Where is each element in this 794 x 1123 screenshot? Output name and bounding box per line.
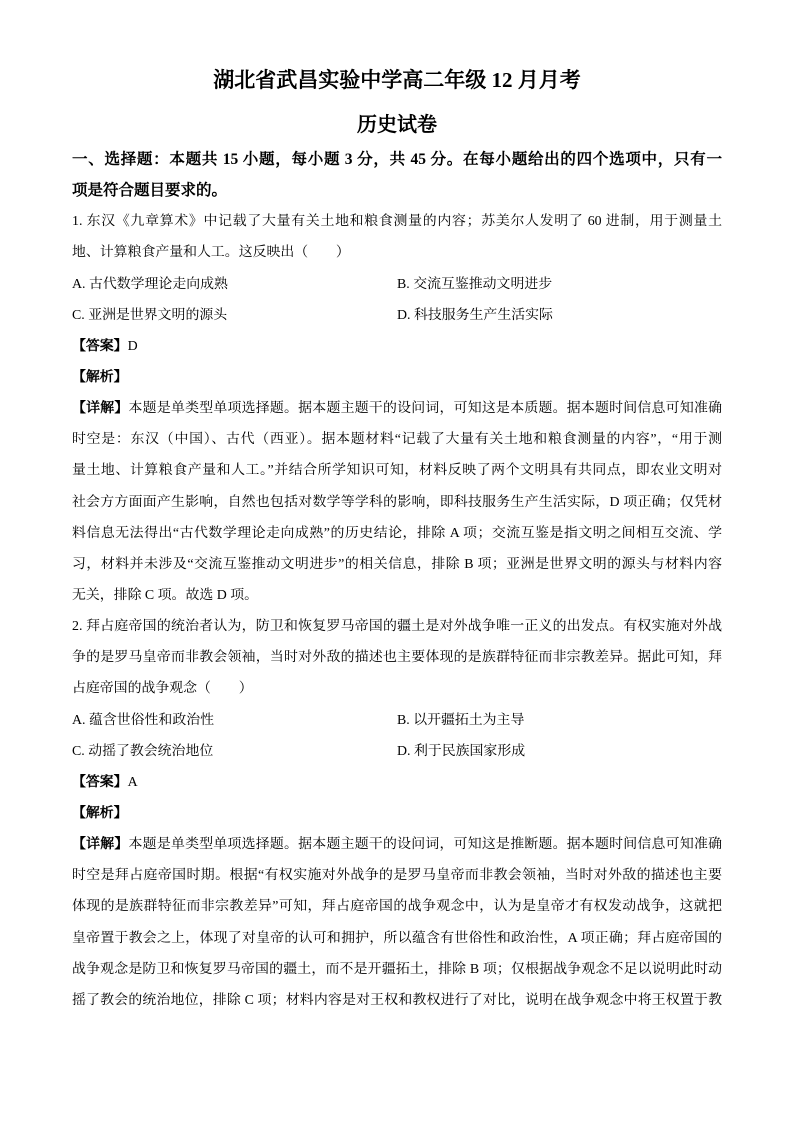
- answer-value: A: [127, 774, 138, 790]
- answer-line: [72, 331, 722, 362]
- analysis-line: 量土地、计算粮食产量和人工。”并结合所学知识可知，材料反映了两个文明具有共同点，即农业文明对: [72, 463, 722, 479]
- option-a: A. 古代数学理论走向成熟: [72, 276, 228, 292]
- analysis-line: 无关，排除 C 项。故选 D 项。: [72, 587, 258, 603]
- question-stem-line: 地、计算粮食产量和人工。这反映出（ ）: [72, 245, 350, 261]
- option-c: C. 亚洲是世界文明的源头: [72, 307, 228, 323]
- analysis-text: 本题是单类型单项选择题。据本题主题干的设问词，可知这是本质题。据本题时间信息可知准确: [128, 401, 722, 417]
- question-2: [72, 611, 722, 1016]
- answer-label: 【答案】: [72, 338, 128, 354]
- analysis-label: 【解析】: [72, 805, 128, 821]
- analysis-line: [72, 829, 722, 860]
- option-d: D. 利于民族国家形成: [397, 743, 526, 759]
- exam-title: 湖北省武昌实验中学高二年级 12 月月考: [213, 68, 581, 92]
- analysis-line: [72, 393, 722, 424]
- section-heading: [72, 144, 722, 206]
- analysis-line: 体现的是族群特征而非宗教差异”可知，拜占庭帝国的战争观念中，认为是皇帝才有权发动战争，这就把: [72, 899, 722, 915]
- option-b: B. 以开疆拓土为主导: [397, 712, 525, 728]
- answer-line: [72, 767, 722, 798]
- question-1: [72, 206, 722, 611]
- option-a: A. 蕴含世俗性和政治性: [72, 712, 214, 728]
- question-stem-line: 2. 拜占庭帝国的统治者认为，防卫和恢复罗马帝国的疆土是对外战争唯一正义的出发点。有权实施对外战: [72, 619, 722, 635]
- exam-subtitle: 历史试卷: [357, 114, 437, 136]
- analysis-line: 摇了教会的统治地位，排除 C 项；材料内容是对王权和教权进行了对比，说明在战争观念中将王权置于教: [72, 992, 722, 1008]
- section-heading-line: 项是符合题目要求的。: [72, 182, 228, 200]
- analysis-line: 社会方方面面产生影响，自然也包括对数学等学科的影响，即科技服务生产生活实际，D 项正确；仅凭材: [72, 494, 722, 510]
- analysis-line: 料信息无法得出“古代数学理论走向成熟”的历史结论，排除 A 项；交流互鉴是指文明之间相互交流、学: [72, 525, 722, 541]
- exam-content: [72, 144, 722, 1016]
- section-heading-line: 一、选择题：本题共 15 小题，每小题 3 分，共 45 分。在每小题给出的四个选项中，只有一: [72, 151, 722, 168]
- question-options: [72, 705, 722, 767]
- analysis-label: 【解析】: [72, 369, 128, 385]
- detail-label: 【详解】: [72, 401, 129, 417]
- option-c: C. 动摇了教会统治地位: [72, 743, 214, 759]
- detail-label: 【详解】: [72, 837, 129, 853]
- option-b: B. 交流互鉴推动文明进步: [397, 276, 553, 292]
- analysis-line: 时空是：东汉（中国）、古代（西亚）。据本题材料“记载了大量有关土地和粮食测量的内容”，“用于测: [72, 432, 722, 448]
- analysis-text: 本题是单类型单项选择题。据本题主题干的设问词，可知这是推断题。据本题时间信息可知准确: [128, 837, 722, 853]
- question-stem-line: 占庭帝国的战争观念（ ）: [72, 681, 253, 697]
- answer-value: D: [127, 338, 138, 354]
- question-stem-line: 争的是罗马皇帝而非教会领袖，当时对外敌的描述也主要体现的是族群特征而非宗教差异。据此可知，拜: [72, 650, 722, 666]
- analysis-line: 时空是拜占庭帝国时期。根据“有权实施对外战争的是罗马皇帝而非教会领袖，当时对外敌的描述也主要: [72, 868, 722, 884]
- question-stem-line: 1. 东汉《九章算术》中记载了大量有关土地和粮食测量的内容；苏美尔人发明了 60 进制，用于测量土: [72, 214, 722, 230]
- analysis-line: 习，材料并未涉及“交流互鉴推动文明进步”的相关信息，排除 B 项；亚洲是世界文明的源头与材料内容: [72, 556, 722, 572]
- analysis-line: 战争观念是防卫和恢复罗马帝国的疆土，而不是开疆拓土，排除 B 项；仅根据战争观念不足以说明此时动: [72, 961, 722, 977]
- option-d: D. 科技服务生产生活实际: [397, 307, 553, 323]
- question-options: [72, 269, 722, 331]
- analysis-line: 皇帝置于教会之上，体现了对皇帝的认可和拥护，所以蕴含有世俗性和政治性，A 项正确；拜占庭帝国的: [72, 930, 722, 946]
- answer-label: 【答案】: [72, 774, 128, 790]
